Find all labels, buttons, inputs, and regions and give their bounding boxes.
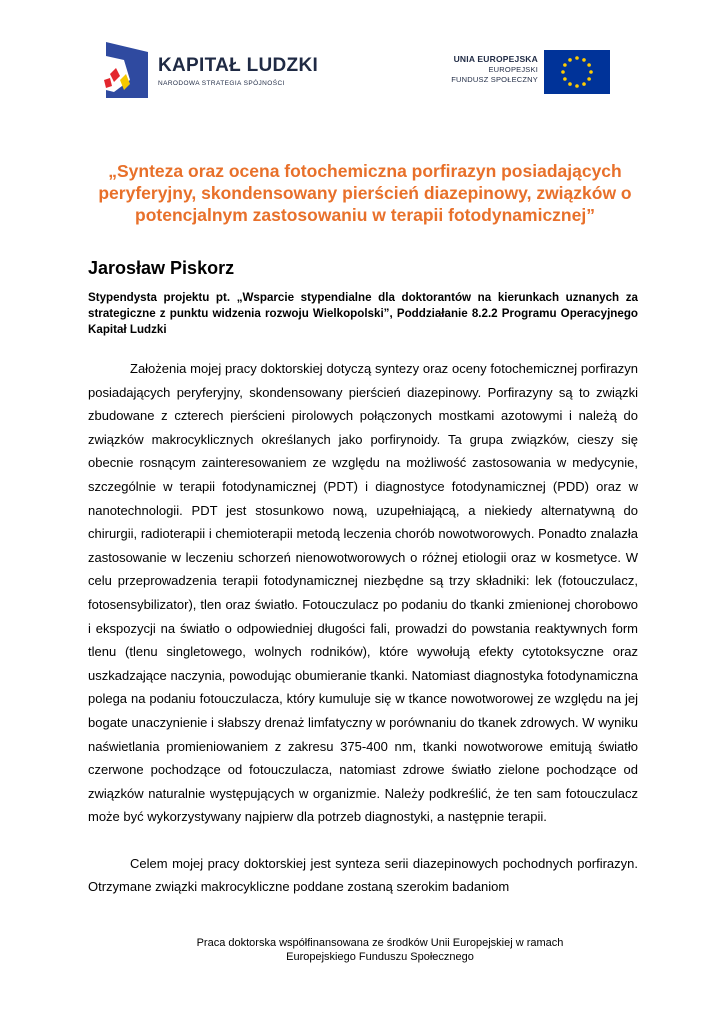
footer-line2: Europejskiego Funduszu Społecznego: [286, 951, 474, 963]
project-note: Stypendysta projektu pt. „Wsparcie stypendialne dla doktorantów na kierunkach uznanych za strategiczne z punktu widzenia rozwoju Wielkopolski”, Poddziałanie 8.2.2 Programu Operacyjnego Kapitał Ludzki: [88, 291, 638, 336]
author-name: Jarosław Piskorz: [88, 258, 235, 278]
kapital-ludzki-subtitle: NARODOWA STRATEGIA SPÓJNOŚCI: [158, 80, 285, 87]
eu-logo-line3: FUNDUSZ SPOŁECZNY: [451, 75, 538, 84]
document-title: „Synteza oraz ocena fotochemiczna porfirazyn posiadających peryferyjny, skondensowany pierścień diazepinowy, związków o potencjalnym zastosowaniu w terapii fotodynamicznej”: [98, 161, 632, 225]
eu-logo-text: [451, 54, 538, 85]
kapital-ludzki-logo: [100, 40, 330, 102]
eu-logo: [430, 50, 610, 98]
paragraph-2: Celem mojej pracy doktorskiej jest synteza serii diazepinowych pochodnych porfirazyn. Otrzymane związki makrocykliczne poddane zostaną szerokim badaniom: [88, 855, 638, 895]
eu-flag-icon: [544, 50, 610, 94]
kapital-ludzki-emblem-icon: [100, 40, 154, 102]
page-footer: [140, 936, 620, 964]
footer-line1: Praca doktorska współfinansowana ze środków Unii Europejskiej w ramach: [196, 937, 564, 949]
paragraph-1: Założenia mojej pracy doktorskiej dotyczą syntezy oraz oceny fotochemicznej porfirazyn posiadających peryferyjny, skondensowany pierścień diazepinowy. Porfirazyny są to związki zbudowane z czterech pierścieni pirolowych połączonych mostkami azotowymi i należą do związków makrocyklicznych określanych jako porfirynoidy. Ta grupa związków, cieszy się obecnie rosnącym zainteresowaniem ze względu na możliwość zastosowania w medycynie, szczególnie w terapii fotodynamicznej (PDT) i diagnostyce fotodynamicznej (PDD) oraz w nanotechnologii. PDT jest stosunkowo nową, uzupełniającą, a niekiedy alternatywną do chirurgii, radioterapii i chemioterapii metodą leczenia chorób nowotworowych. Ponadto znalazła zastosowanie w leczeniu schorzeń nienowotworowych o różnej etiologii oraz w kosmetyce. W celu przeprowadzenia terapii fotodynamicznej niezbędne są trzy składniki: lek (fotouczulacz, fotosensybilizator), tlen oraz światło. Fotouczulacz po podaniu do tkanki zmienionej chorobowo i ekspozycji na światło o odpowiedniej długości fali, prowadzi do powstania reaktywnych form tlenu (tlenu singletowego, wolnych rodników), które wywołują efekty cytotoksyczne oraz uszkadzające naczynia, powodując obumieranie tkanki. Natomiast diagnostyka fotodynamiczna polega na podaniu fotouczulacza, który kumuluje się w tkance nowotworowej ze względu na jej bogate unaczynienie i słabszy drenaż limfatyczny w porównaniu do tkanek zdrowych. W wyniku naświetlania promieniowaniem z zakresu 375-400 nm, tkanki nowotworowe emitują światło czerwone pochodzące od fotouczulacza, natomiast zdrowe światło zielone pochodzące od związków naturalnie występujących w organizmie. Należy podkreślić, że ten sam fotouczulacz może być wykorzystywany najpierw dla potrzeb diagnostyki, a następnie terapii.: [88, 361, 638, 825]
eu-logo-line1: UNIA EUROPEJSKA: [453, 54, 538, 64]
kapital-ludzki-title: KAPITAŁ LUDZKI: [158, 55, 319, 76]
eu-logo-line2: EUROPEJSKI: [488, 65, 538, 74]
page-header: [0, 0, 725, 110]
body-text: [88, 357, 638, 899]
